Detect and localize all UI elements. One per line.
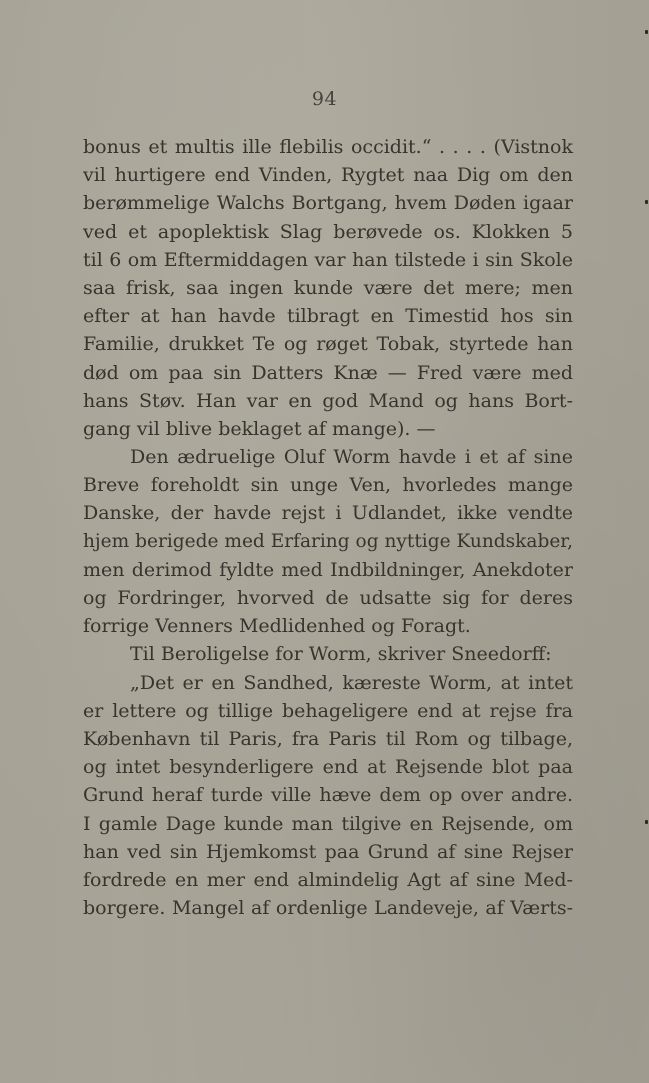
text-line: Til Beroligelse for Worm, skriver Sneedorff: [130,643,552,666]
text-line: saa frisk, saa ingen kunde være det mere; men [83,276,573,299]
text-line: og intet besynderligere end at Rejsende blot paa [83,756,573,779]
text-line: han ved sin Hjemkomst paa Grund af sine Rejser [83,840,573,863]
text-line: og Fordringer, hvorved de udsatte sig for deres [83,587,573,609]
text-line: efter at han havde tilbragt en Timestid hos sin [83,305,573,328]
text-line: død om paa sin Datters Knæ — Fred være med [83,361,573,384]
page-speck [645,30,648,34]
text-line: hjem berigede med Erfaring og nyttige Kundskaber, [83,530,573,552]
page-number: 94 [311,88,338,110]
text-line: ved et apoplektisk Slag berøvede os. Klokken 5 [83,220,573,243]
text-line: Den ædruelige Oluf Worm havde i et af sine [130,446,573,469]
text-line: hans Støv. Han var en god Mand og hans Bort- [83,389,573,412]
text-line: borgere. Mangel af ordenlige Landeveje, af Værts- [83,897,573,920]
text-line: vil hurtigere end Vinden, Rygtet naa Dig om den [83,164,573,187]
text-line: forrige Venners Medlidenhed og Foragt. [83,615,471,638]
page-speck [645,820,648,824]
text-line: berømmelige Walchs Bortgang, hvem Døden igaar [83,192,573,215]
text-line: bonus et multis ille flebilis occidit.“ . . . . (Vistnok [83,136,573,158]
text-line: Grund heraf turde ville hæve dem op over andre. [83,784,573,807]
text-line: gang vil blive beklaget af mange). — [83,417,436,440]
text-line: Familie, drukket Te og røget Tobak, styrtede han [83,333,573,356]
text-line: I gamle Dage kunde man tilgive en Rejsende, om [83,812,573,835]
page-speck [645,200,648,204]
text-line: fordrede en mer end almindelig Agt af sine Med- [83,868,573,891]
text-line: er lettere og tillige behageligere end at rejse fra [83,699,573,722]
body-text [83,133,573,922]
text-line: København til Paris, fra Paris til Rom og tilbage, [83,727,573,750]
text-line: Breve foreholdt sin unge Ven, hvorledes mange [83,474,573,497]
text-line: men derimod fyldte med Indbildninger, Anekdoter [83,558,573,581]
text-line: „Det er en Sandhed, kæreste Worm, at intet [130,671,573,694]
text-line: til 6 om Eftermiddagen var han tilstede i sin Skole [83,248,573,271]
text-line: Danske, der havde rejst i Udlandet, ikke vendte [83,502,573,525]
